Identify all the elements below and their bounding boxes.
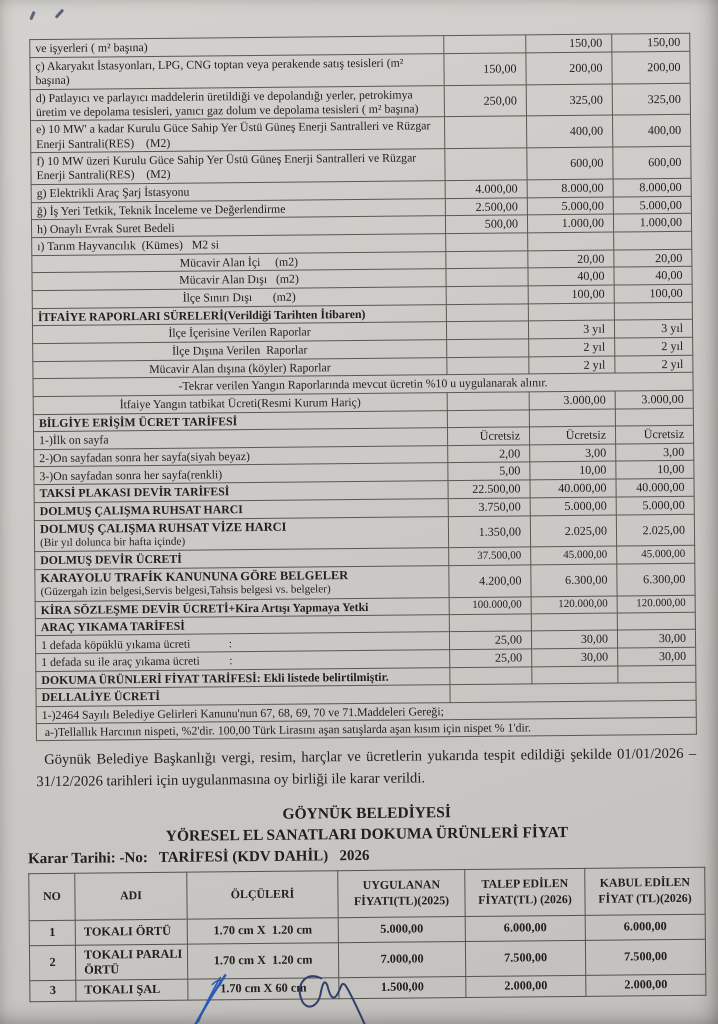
fee-label-cell: e) 10 MW' a kadar Kurulu Güce Sahip Yer Üstü Güneş Enerji Santralleri ve Rüzgar Enerji Santrali(RES) (M2) [31,117,445,153]
fee-label-cell: h) Onaylı Evrak Suret Bedeli [31,216,445,238]
fee-value-cell: 1.350,00 [448,516,530,549]
fee-label-cell: Mücavir Alan Dışı (m2) [32,269,446,291]
fee-value-cell [528,303,614,321]
fee-value-cell: 10,00 [530,461,616,480]
fee-label-cell: ARAÇ YIKAMA TARİFESİ [35,615,449,636]
fee-value-cell: 6.300,00 [617,563,695,596]
fee-label-cell: 1 defada köpüklü yıkama ücreti : [35,632,449,654]
fee-value-cell [444,116,526,149]
fee-label-main: KARAYOLU TRAFİK KANUNUNA GÖRE BELGELER [40,567,349,585]
fee-value-cell: 5.000,00 [613,196,691,214]
fee-value-cell: 2 yıl [615,337,693,355]
fee-value-cell: 1.000,00 [527,214,613,233]
fee-label-cell: İtfaiye Yangın tatbikat Ücreti(Resmi Kurum Hariç) [33,392,447,414]
fee-value-cell: 30,00 [618,647,696,665]
column-header: ÖLÇÜLERİ [187,870,338,918]
fee-value-cell: 2 yıl [529,338,615,357]
fee-value-cell: 3 yıl [614,319,692,337]
fee-value-cell [444,35,526,54]
fee-value-cell: 4.000,00 [445,180,527,199]
fee-label-cell: 1-)İlk on sayfa [33,428,447,450]
fee-value-cell [449,614,531,632]
fee-value-cell: 5.000,00 [527,197,613,216]
fee-value-cell [446,268,528,287]
fee-value-cell: 3,00 [616,443,694,461]
fee-label-cell: g) Elektrikli Araç Şarj İstasyonu [31,181,445,203]
fee-label-cell: 3-)On sayfadan sonra her sayfa(renkli) [34,463,448,485]
fee-value-cell: 30,00 [532,648,618,667]
fee-value-cell: 22.500,00 [448,480,530,499]
municipality-title: GÖYNÜK BELEDİYESİ [282,804,451,824]
fee-value-cell [447,409,529,427]
fee-label-cell: ğ) İş Yeri Tetkik, Teknik İnceleme ve Değerlendirme [31,198,445,220]
fee-value-cell: 2,00 [448,445,530,464]
fee-value-cell: 8.000,00 [527,179,613,198]
column-header: NO [29,873,75,920]
fee-value-cell [532,666,618,684]
fee-label-cell: ı) Tarım Hayvancılık (Kümes) M2 si [32,234,446,255]
fee-value-cell: 250,00 [444,84,526,117]
fee-value-cell: 100,00 [528,285,614,304]
fee-value-cell: 30,00 [531,630,617,649]
craft-requested-price-cell: 7.500,00 [465,940,585,977]
fee-label-cell: İlçe İçerisine Verilen Raporlar [32,322,446,344]
craft-accepted-price-cell: 6.000,00 [585,914,705,940]
fee-label-cell: Mücavir Alan İçi (m2) [32,251,446,273]
fee-label-cell: ç) Akaryakıt İstasyonları, LPG, CNG toptan veya perakende satış tesisleri (m² başına) [30,53,444,89]
fee-label-cell: Mücavir Alan dışına (köyler) Raporlar [33,357,447,379]
fee-value-cell: 10,00 [616,461,694,479]
column-header: KABUL EDİLEN FİYAT (TL)(2026) [585,867,705,915]
fee-value-cell: 25,00 [449,631,531,650]
fee-value-cell [615,408,693,426]
craft-no-cell: 2 [29,945,75,981]
fee-value-cell: 400,00 [526,115,612,148]
fee-value-cell: 2 yıl [529,356,615,375]
fee-value-cell [614,231,692,249]
fee-value-cell: 3,00 [530,444,616,463]
fee-value-cell: 8.000,00 [613,178,691,196]
fee-note-cell: a-)Tellallık Harcının nispeti, %2'dir. 100,00 Türk Lirasını aşan satışlarda aşan kısım için nispet % 1'dir. [36,717,696,741]
fee-label-cell: f) 10 MW üzeri Kurulu Güce Sahip Yer Üstü Güneş Enerji Santralleri ve Rüzgar Enerji Santrali(RES) (M2) [31,149,445,185]
fee-value-cell: 3.000,00 [529,391,615,410]
fee-value-cell: 2.500,00 [445,197,527,216]
title-block [28,801,698,870]
fee-value-cell: 1.000,00 [613,214,691,232]
fee-label-cell: DELLALİYE ÜCRETİ [36,685,450,706]
fee-label-cell [34,516,448,552]
fee-value-cell: 5.000,00 [530,497,616,516]
fee-value-cell: 100.000,00 [449,596,531,614]
fee-value-cell: 5.000,00 [616,496,694,514]
fee-value-cell: 100,00 [614,284,692,302]
council-decision-paragraph: Göynük Belediye Başkanlığı vergi, resim, harçlar ve ücretlerin yukarıda tespit edildiği şekilde 01/01/2026 – 31/12/2026 tarihleri için uygulanmasına oy birliği ile karar verildi. [36,746,697,791]
fee-label-cell: İlçe Sınırı Dışı (m2) [32,287,446,309]
craft-requested-price-cell: 2.000,00 [466,976,586,998]
fee-label-cell: 1 defada su ile araç yıkama ücreti : [36,650,450,672]
fee-label-cell: ve işyerleri ( m² başına) [30,36,444,58]
fee-value-cell: 25,00 [450,649,532,668]
craft-name-cell: TOKALI ŞAL [76,979,188,1000]
fee-label-cell: BİLGİYE ERİŞİM ÜCRET TARİFESİ [33,410,447,431]
fee-value-cell: 200,00 [526,52,612,85]
craft-applied-price-cell: 7.000,00 [338,941,465,978]
fee-value-cell: 5,00 [448,462,530,481]
craft-accepted-price-cell: 2.000,00 [586,975,706,997]
craft-table-wrap [28,866,705,1002]
fee-value-cell: Ücretsiz [615,425,693,443]
craft-no-cell: 3 [30,981,76,1002]
craft-size-cell: 1.70 cm X 60 cm [188,978,339,1000]
fee-value-cell [446,304,528,322]
fee-value-cell: 40,00 [614,267,692,285]
fee-value-cell [446,286,528,305]
fee-value-cell: 325,00 [526,84,612,117]
fee-value-cell: 3.000,00 [615,390,693,408]
column-header: UYGULANAN FİYATI(TL)(2025) [338,869,465,917]
fee-value-cell: Ücretsiz [529,426,615,445]
craft-accepted-price-cell: 7.500,00 [585,939,705,976]
fee-value-cell: 500,00 [445,215,527,234]
fee-value-cell: 325,00 [612,83,690,116]
fee-value-cell: 40.000,00 [616,478,694,496]
fee-value-cell: 3.750,00 [448,498,530,517]
fee-label-cell [35,566,449,602]
fee-value-cell [447,339,529,358]
fee-label-cell: TAKSİ PLAKASI DEVİR TARİFESİ [34,481,448,503]
fee-label-sub: (Güzergah izin belgesi,Servis belgesi,Tahsis belgesi vs. belgeler) [40,583,331,599]
fee-value-cell: 45.000,00 [617,546,695,564]
fee-value-cell [617,612,695,630]
fee-value-cell: 120.000,00 [617,595,695,613]
fee-value-cell: 600,00 [613,146,691,179]
fee-value-cell [446,250,528,269]
craft-size-cell: 1.70 cm X 1.20 cm [187,942,338,979]
fee-value-cell: 200,00 [612,51,690,84]
fee-value-cell [447,357,529,376]
craft-name-cell: TOKALI PARALI ÖRTÜ [75,944,187,981]
fee-value-cell: 120.000,00 [531,596,617,614]
fee-value-cell: 150,00 [612,33,690,51]
fee-value-cell: 4.200,00 [449,565,531,598]
craft-applied-price-cell: 1.500,00 [339,977,466,999]
fee-label-cell: İlçe Dışına Verilen Raporlar [33,340,447,362]
fee-value-cell [529,409,615,427]
fee-label-cell: DOKUMA ÜRÜNLERİ FİYAT TARİFESİ: Ekli listede belirtilmiştir. [36,668,450,689]
fee-value-cell [445,148,527,181]
fee-label-cell: KİRA SÖZLEŞME DEVİR ÜCRETİ+Kira Artışı Yapmaya Yetki [35,597,449,618]
fee-value-cell: 600,00 [527,147,613,180]
fee-value-cell: 40,00 [528,267,614,286]
craft-table-body [29,914,706,1002]
fee-value-cell: 45.000,00 [531,547,617,565]
fee-value-cell: 30,00 [617,630,695,648]
fee-value-cell: 20,00 [614,249,692,267]
fee-value-cell [446,321,528,340]
fee-label-cell: d) Patlayıcı ve parlayıcı maddelerin üretildiği ve depolandığı yerler, petrokimya üretim ve depolama tesisleri, yanıcı gaz dolum ve depolama tesisleri ( m² başına) [30,85,444,121]
fee-value-cell: 2.025,00 [616,514,694,547]
fee-value-cell: 150,00 [526,34,612,53]
fee-value-cell: 3 yıl [528,320,614,339]
fee-value-cell [618,665,696,683]
fee-value-cell: 2 yıl [615,355,693,373]
fee-note-cell: -Tekrar verilen Yangın Raporlarında mevcut ücretin %10 u uygulanarak alınır. [33,373,693,397]
column-header: TALEP EDİLEN FİYAT(TL) (2026) [465,868,585,916]
craft-price-title: YÖRESEL EL SANATLARI DOKUMA ÜRÜNLERİ FİYAT [165,824,569,846]
fee-label-cell: 2-)On sayfadan sonra her sayfa(siyah beyaz) [34,445,448,467]
fee-label-cell: DOLMUŞ DEVİR ÜCRETİ [35,548,449,569]
fee-label-cell: İTFAİYE RAPORLARI SÜRELERİ(Verildiği Tarihten İtibaren) [32,304,446,325]
fee-value-cell: 6.300,00 [531,564,617,597]
column-header: ADI [75,872,187,920]
header-row [29,867,705,920]
craft-no-cell: 1 [29,920,75,945]
fee-value-cell: Ücretsiz [447,427,529,446]
fee-value-cell [446,233,528,251]
fee-value-cell: 150,00 [444,53,526,86]
fee-table-body [30,33,697,741]
fee-value-cell [528,232,614,250]
fee-value-cell [447,392,529,411]
decision-date-tariff-line: Karar Tarihi: -No: TARİFESİ (KDV DAHİL) 2026 [28,848,370,868]
fee-value-cell: 2.025,00 [530,515,616,548]
fee-value-cell: 40.000,00 [530,479,616,498]
fee-label-cell: DOLMUŞ ÇALIŞMA RUHSAT HARCI [34,499,448,521]
fee-value-cell [450,667,532,685]
fee-tariff-table [29,33,697,742]
fee-value-cell [614,302,692,320]
craft-products-price-table [28,866,706,1002]
craft-table-head [29,867,705,920]
fee-label-sub: (Bir yıl dolunca bir hafta içinde) [40,535,186,549]
craft-requested-price-cell: 6.000,00 [465,915,585,941]
fee-value-cell: 37.500,00 [449,547,531,565]
fee-label-main: DOLMUŞ ÇALIŞMA RUHSAT VİZE HARCI [39,519,287,536]
fee-value-cell: 400,00 [612,115,690,148]
craft-size-cell: 1.70 cm X 1.20 cm [187,917,338,943]
fee-value-cell [531,613,617,631]
fee-note-cell: 1-)2464 Sayılı Belediye Gelirleri Kanunu'nun 67, 68, 69, 70 ve 71.Maddeleri Gereği; [36,700,696,724]
craft-name-cell: TOKALI ÖRTÜ [75,919,187,945]
fee-value-cell: 20,00 [528,250,614,269]
craft-applied-price-cell: 5.000,00 [338,916,465,942]
